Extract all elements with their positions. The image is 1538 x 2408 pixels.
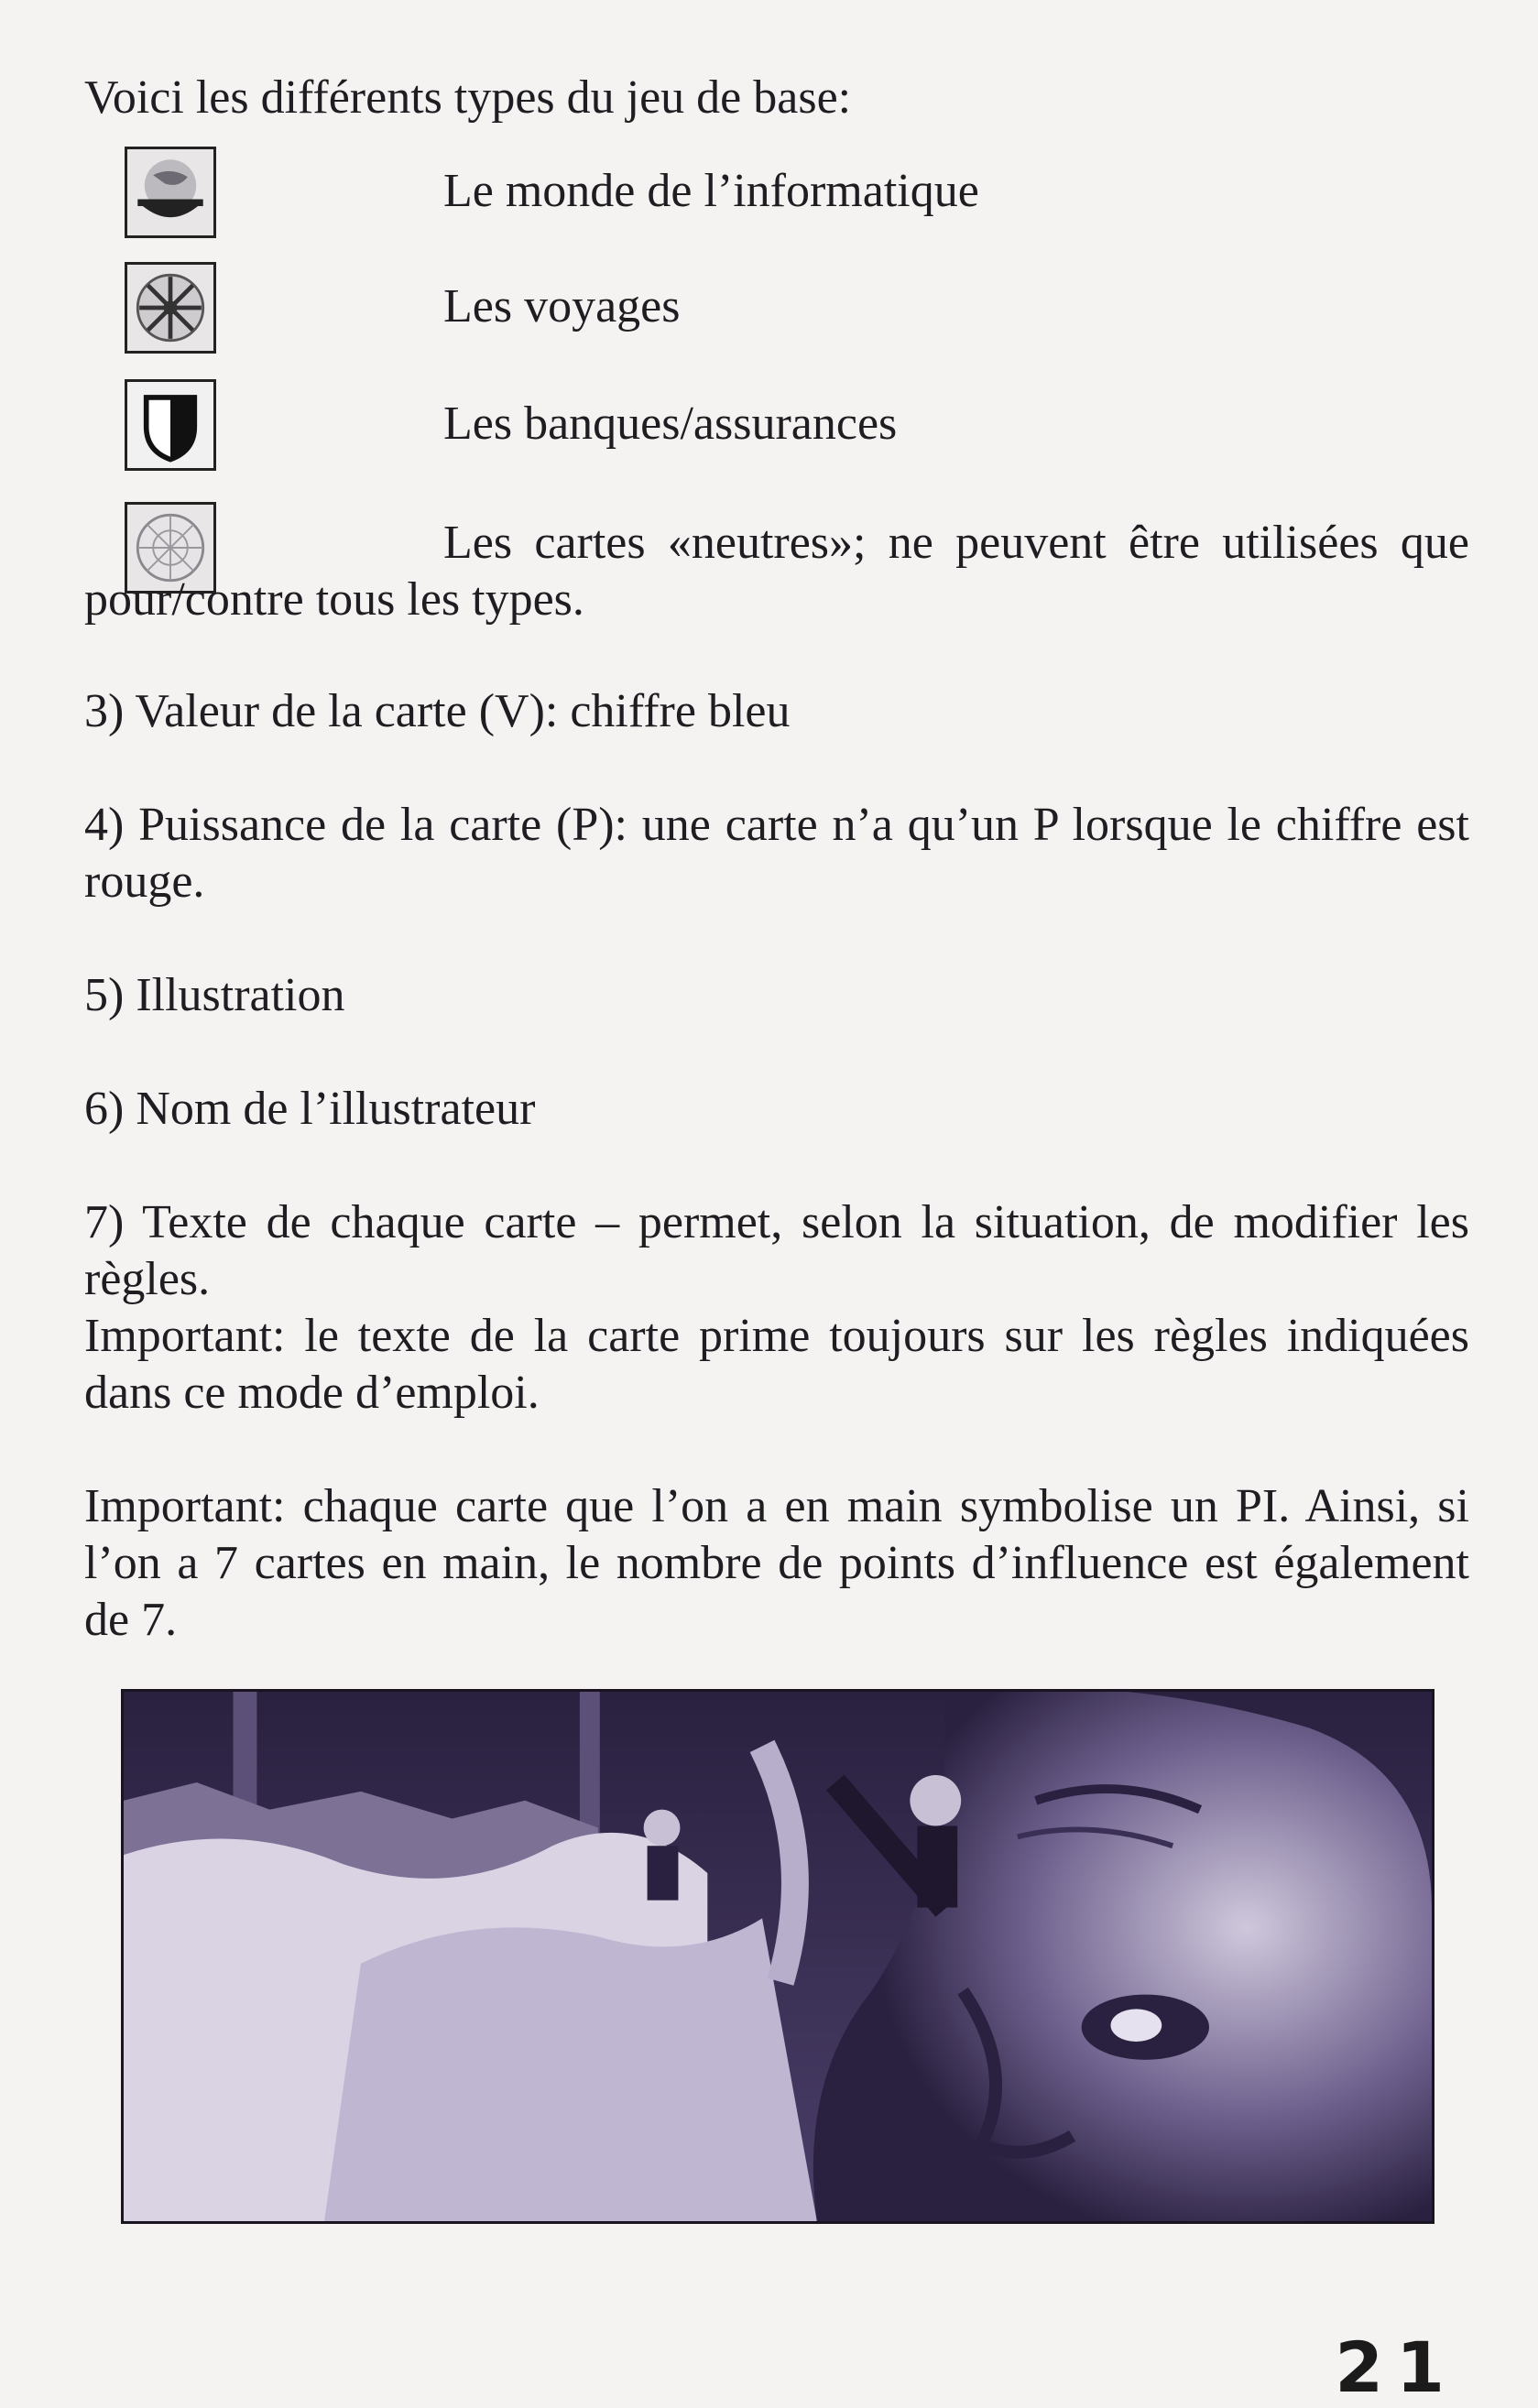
important-note-2: Important: chaque carte que l’on a en main symbolise un PI. Ainsi, si l’on a 7 cartes en main, le nombre de points d’influence est également de 7. — [84, 1480, 1469, 1646]
item-5-illustration: 5) Illustration — [84, 969, 345, 1021]
travel-icon — [125, 262, 216, 354]
neutral-cards-text: Les cartes «neutres»; ne peuvent être utilisées que pour/contre tous les types. — [84, 517, 1469, 626]
card-illustration — [121, 1689, 1434, 2224]
computer-world-icon — [125, 147, 216, 238]
bank-insurance-icon — [125, 379, 216, 471]
item-7-card-text: 7) Texte de chaque carte – permet, selon la situation, de modifier les règles. — [84, 1196, 1469, 1305]
type-label-bank: Les banques/assurances — [443, 398, 898, 450]
type-label-travel: Les voyages — [443, 280, 681, 332]
page-number: 21 — [1335, 2326, 1457, 2408]
important-note-1: Important: le texte de la carte prime toujours sur les règles indiquées dans ce mode d’emploi. — [84, 1310, 1469, 1419]
item-4-power: 4) Puissance de la carte (P): une carte n’a qu’un P lorsque le chiffre est rouge. — [84, 799, 1469, 908]
type-row-travel — [84, 262, 1477, 365]
item-3-value: 3) Valeur de la carte (V): chiffre bleu — [84, 685, 791, 737]
type-row-bank — [84, 379, 1477, 482]
item-6-illustrator: 6) Nom de l’illustrateur — [84, 1083, 536, 1135]
intro-text: Voici les différents types du jeu de base: — [84, 71, 852, 124]
type-row-computer — [84, 147, 1477, 249]
type-label-computer: Le monde de l’informatique — [443, 165, 979, 217]
